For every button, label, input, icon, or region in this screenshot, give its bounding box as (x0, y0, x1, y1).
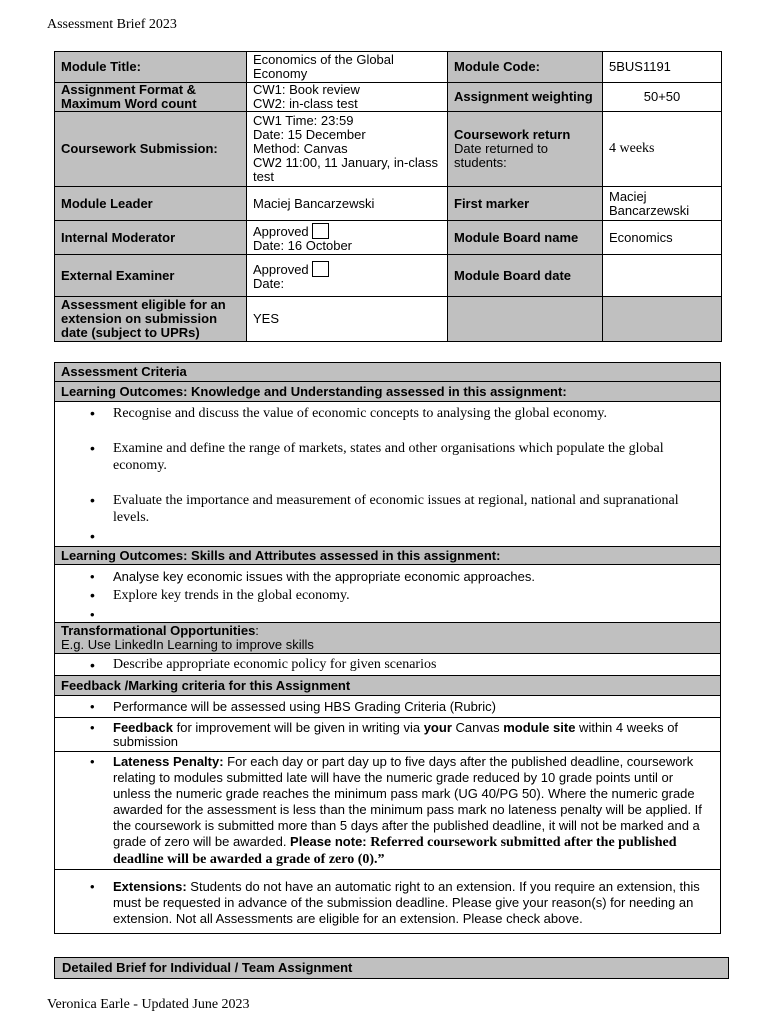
feedback-list-1 (61, 700, 714, 714)
format-label: Assignment Format & Maximum Word count (55, 83, 247, 112)
internal-moderator-label: Internal Moderator (55, 221, 247, 255)
feedback-bold-site: module site (503, 719, 576, 735)
extensions-text: Students do not have an automatic right to an extension. If you require an extension, this must be requested in advance of the submission deadline. Please give your reason(s) for needing an extension. Not all Assessments are eligible for an extension. Please check above. (113, 879, 700, 926)
first-marker-label: First marker (448, 187, 603, 221)
skills-heading: Learning Outcomes: Skills and Attributes assessed in this assignment: (55, 547, 721, 565)
lateness-item (113, 754, 714, 868)
feedback-list-2 (61, 721, 714, 749)
submission-line-3: Method: Canvas (253, 141, 348, 156)
board-name-value: Economics (603, 221, 722, 255)
page-footer: Veronica Earle - Updated June 2023 (47, 997, 250, 1012)
lateness-list (61, 754, 714, 868)
submission-value (247, 112, 448, 187)
weighting-label: Assignment weighting (448, 83, 603, 112)
lateness-cell (55, 752, 721, 870)
extension-eligible-label: Assessment eligible for an extension on submission date (subject to UPRs) (55, 297, 247, 342)
external-approved-checkbox[interactable] (312, 261, 329, 277)
external-examiner-value (247, 255, 448, 297)
transformational-sub: E.g. Use LinkedIn Learning to improve skills (61, 637, 314, 652)
module-title-value: Economics of the Global Economy (247, 52, 448, 83)
leader-value: Maciej Bancarzewski (247, 187, 448, 221)
return-sublabel: Date returned to students: (454, 141, 548, 170)
board-date-value (603, 255, 722, 297)
submission-line-2: Date: 15 December (253, 127, 366, 142)
internal-moderator-value (247, 221, 448, 255)
criteria-title: Assessment Criteria (55, 363, 721, 382)
feedback-item-rubric: • Performance will be assessed using HBS Grading Criteria (Rubric) (113, 700, 714, 714)
assessment-criteria-table (54, 362, 721, 934)
feedback-item-2-cell (55, 718, 721, 752)
format-line-1: CW1: Book review (253, 82, 360, 97)
feedback-text-2: Canvas (451, 719, 504, 735)
extension-eligible-value: YES (247, 297, 448, 342)
board-date-label: Module Board date (448, 255, 603, 297)
module-details-table (54, 51, 722, 342)
extensions-label: Extensions: (113, 879, 187, 894)
knowledge-list (61, 405, 714, 545)
knowledge-item: • Examine and define the range of markets, states and other organisations which populate the global economy. (113, 440, 714, 474)
skills-item: • Analyse key economic issues with the appropriate economic approaches. (113, 567, 714, 586)
transformational-colon: : (255, 623, 259, 638)
feedback-heading: Feedback /Marking criteria for this Assignment (55, 676, 721, 696)
extensions-list (61, 879, 714, 927)
return-label: Coursework return (454, 127, 571, 142)
lateness-text: For each day or part day up to five days after the published deadline, coursework relating to modules submitted late will have the numeric grade reduced by 10 grade points until or unless the numeric grade reaches the minimum pass mark (UG 40/PG 50). Where the numeric grade awarded for the assessment is less than the minimum pass mark no lateness penalty will be applied. If the coursework is submitted more than 5 days after the published deadline, it will not be marked and a grade of zero will be awarded. (113, 754, 702, 849)
page-header-title: Assessment Brief 2023 (47, 17, 177, 32)
submission-line-1: CW1 Time: 23:59 (253, 113, 354, 128)
transformational-list (61, 658, 714, 672)
skills-item-empty (113, 605, 714, 622)
feedback-bold-your: your (423, 719, 452, 735)
empty-cell-grey-2 (603, 297, 722, 342)
transformational-item: • Describe appropriate economic policy for given scenarios (113, 658, 714, 672)
format-line-2: CW2: in-class test (253, 96, 358, 111)
feedback-bold: Feedback (113, 719, 173, 735)
skills-outcomes-cell (55, 565, 721, 623)
return-label-cell (448, 112, 603, 187)
submission-label: Coursework Submission: (55, 112, 247, 187)
internal-approved-label: Approved (253, 223, 309, 239)
feedback-text-1: for improvement will be given in writing via (172, 719, 424, 735)
lateness-referred: Referred coursework submitted after the published deadline will be awarded a grade of zero (0).” (113, 835, 677, 867)
knowledge-item: • Evaluate the importance and measurement of economic issues at regional, national and supranational levels. (113, 492, 714, 526)
lateness-note: Please note: (290, 834, 371, 849)
external-approved-label: Approved (253, 261, 309, 277)
skills-item: • Explore key trends in the global economy. (113, 586, 714, 605)
transformational-item-cell (55, 654, 721, 676)
leader-label: Module Leader (55, 187, 247, 221)
module-title-label: Module Title: (55, 52, 247, 83)
format-value (247, 83, 448, 112)
feedback-item-improvement (113, 721, 714, 749)
knowledge-item: • Recognise and discuss the value of economic concepts to analysing the global economy. (113, 405, 714, 422)
internal-approved-checkbox[interactable] (312, 223, 329, 239)
module-code-label: Module Code: (448, 52, 603, 83)
external-examiner-label: External Examiner (55, 255, 247, 297)
skills-list (61, 567, 714, 622)
return-value: 4 weeks (603, 112, 722, 187)
lateness-label: Lateness Penalty: (113, 754, 224, 769)
detailed-brief-heading: Detailed Brief for Individual / Team Assignment (54, 957, 729, 979)
knowledge-heading: Learning Outcomes: Knowledge and Understanding assessed in this assignment: (55, 382, 721, 402)
knowledge-outcomes-cell (55, 402, 721, 547)
transformational-heading: Transformational Opportunities (61, 623, 256, 638)
first-marker-value: Maciej Bancarzewski (603, 187, 722, 221)
external-date: Date: (253, 275, 285, 291)
knowledge-item-empty (113, 528, 714, 545)
weighting-value: 50+50 (603, 83, 722, 112)
empty-cell-grey (448, 297, 603, 342)
board-name-label: Module Board name (448, 221, 603, 255)
module-code-value: 5BUS1191 (603, 52, 722, 83)
extensions-cell (55, 870, 721, 934)
submission-line-4: CW2 11:00, 11 January, in-class test (253, 155, 438, 184)
feedback-item-1-cell (55, 696, 721, 718)
internal-date: Date: 16 October (253, 237, 352, 253)
extensions-item (113, 879, 714, 927)
feedback-text-3: within 4 weeks of submission (113, 719, 679, 749)
transformational-cell (55, 623, 721, 654)
